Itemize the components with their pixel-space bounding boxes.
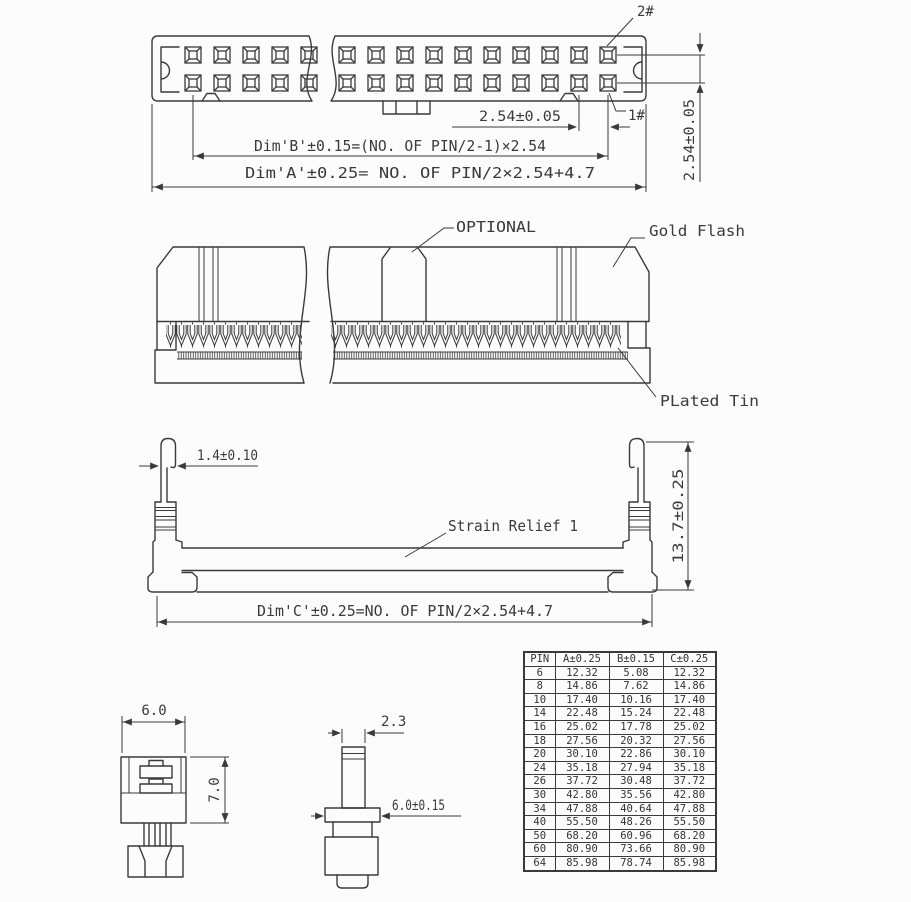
- front-height-dim: 7.0: [207, 777, 223, 803]
- table-cell: 40.64: [609, 802, 663, 816]
- side-body-width-dim: 6.0±0.15: [392, 798, 445, 814]
- table-cell: 7.62: [609, 680, 663, 694]
- table-cell: 50: [524, 829, 555, 843]
- table-cell: 78.74: [609, 856, 663, 870]
- table-row: [524, 829, 716, 843]
- table-row: [524, 666, 716, 680]
- pin2-label: 2#: [637, 4, 654, 20]
- pin1-label: 1#: [628, 108, 645, 124]
- plated-tin-label: PLated Tin: [660, 392, 759, 410]
- dimension-table: [523, 651, 717, 872]
- table-row: [524, 680, 716, 694]
- dim-c-formula: Dim'C'±0.25=NO. OF PIN/2×2.54+4.7: [257, 602, 553, 620]
- table-row: [524, 816, 716, 830]
- table-cell: 37.72: [663, 775, 716, 789]
- pitch-horizontal-dim: 2.54±0.05: [479, 109, 561, 125]
- table-cell: 35.18: [663, 761, 716, 775]
- table-cell: 26: [524, 775, 555, 789]
- table-cell: 22.48: [555, 707, 609, 721]
- table-cell: 20.32: [609, 734, 663, 748]
- table-row: [524, 720, 716, 734]
- table-cell: 17.40: [555, 693, 609, 707]
- table-row: [524, 761, 716, 775]
- table-cell: 22.86: [609, 748, 663, 762]
- table-cell: 14: [524, 707, 555, 721]
- table-row: [524, 693, 716, 707]
- table-cell: 24: [524, 761, 555, 775]
- side-tip-width-dim: 2.3: [381, 714, 407, 730]
- table-row: [524, 775, 716, 789]
- table-cell: 6: [524, 666, 555, 680]
- table-cell: 85.98: [663, 856, 716, 870]
- table-cell: 85.98: [555, 856, 609, 870]
- table-cell: 22.48: [663, 707, 716, 721]
- polarization-notch-left: [161, 47, 179, 92]
- gold-flash-label: Gold Flash: [649, 222, 745, 240]
- table-cell: 5.08: [609, 666, 663, 680]
- table-header-row: [524, 652, 716, 666]
- table-cell: 27.56: [555, 734, 609, 748]
- table-cell: 47.88: [555, 802, 609, 816]
- optional-label: OPTIONAL: [456, 218, 536, 236]
- optional-key-bump: [382, 248, 426, 322]
- table-cell: 10.16: [609, 693, 663, 707]
- table-cell: 80.90: [555, 843, 609, 857]
- pin-width-dim: 1.4±0.10: [197, 448, 258, 464]
- table-cell: 60.96: [609, 829, 663, 843]
- table-cell: 18: [524, 734, 555, 748]
- table-cell: 14.86: [555, 680, 609, 694]
- table-cell: 15.24: [609, 707, 663, 721]
- table-cell: 20: [524, 748, 555, 762]
- end-view-side: [311, 714, 461, 888]
- polarization-notch-right: [624, 47, 642, 92]
- table-cell: 35.18: [555, 761, 609, 775]
- table-cell: 42.80: [663, 788, 716, 802]
- table-cell: 48.26: [609, 816, 663, 830]
- dim-a-formula: Dim'A'±0.25= NO. OF PIN/2×2.54+4.7: [245, 164, 595, 182]
- table-row: [524, 707, 716, 721]
- table-cell: 27.56: [663, 734, 716, 748]
- side-view: [155, 218, 759, 410]
- table-cell: 17.78: [609, 720, 663, 734]
- table-cell: 34: [524, 802, 555, 816]
- table-row: [524, 802, 716, 816]
- table-cell: 35.56: [609, 788, 663, 802]
- height-dim: 13.7±0.25: [671, 487, 687, 564]
- table-row: [524, 748, 716, 762]
- table-cell: 14.86: [663, 680, 716, 694]
- table-cell: 42.80: [555, 788, 609, 802]
- table-header-cell: A±0.25: [555, 652, 609, 666]
- pin-grid: [185, 47, 616, 91]
- table-cell: 55.50: [663, 816, 716, 830]
- table-cell: 27.94: [609, 761, 663, 775]
- top-view: [152, 4, 705, 192]
- table-cell: 73.66: [609, 843, 663, 857]
- table-header-cell: B±0.15: [609, 652, 663, 666]
- table-cell: 37.72: [555, 775, 609, 789]
- table-cell: 30.10: [555, 748, 609, 762]
- table-cell: 68.20: [555, 829, 609, 843]
- table-cell: 25.02: [555, 720, 609, 734]
- table-row: [524, 788, 716, 802]
- table-cell: 47.88: [663, 802, 716, 816]
- end-view-front: [121, 703, 229, 877]
- table-cell: 40: [524, 816, 555, 830]
- table-cell: 30.48: [609, 775, 663, 789]
- table-cell: 25.02: [663, 720, 716, 734]
- table-cell: 64: [524, 856, 555, 870]
- dim-b-formula: Dim'B'±0.15=(NO. OF PIN/2-1)×2.54: [254, 137, 546, 155]
- table-cell: 16: [524, 720, 555, 734]
- table-cell: 55.50: [555, 816, 609, 830]
- table-row: [524, 843, 716, 857]
- table-cell: 12.32: [663, 666, 716, 680]
- table-cell: 80.90: [663, 843, 716, 857]
- pitch-vertical-dim: 2.54±0.05: [682, 105, 698, 181]
- front-width-dim: 6.0: [141, 703, 167, 719]
- table-row: [524, 856, 716, 870]
- table-cell: 17.40: [663, 693, 716, 707]
- strain-relief-label: Strain Relief 1: [448, 517, 578, 535]
- table-header-cell: PIN: [524, 652, 555, 666]
- table-cell: 30: [524, 788, 555, 802]
- table-row: [524, 734, 716, 748]
- table-cell: 68.20: [663, 829, 716, 843]
- table-cell: 30.10: [663, 748, 716, 762]
- table-cell: 12.32: [555, 666, 609, 680]
- table-cell: 8: [524, 680, 555, 694]
- strain-relief-view: [139, 439, 694, 628]
- table-cell: 60: [524, 843, 555, 857]
- table-cell: 10: [524, 693, 555, 707]
- table-header-cell: C±0.25: [663, 652, 716, 666]
